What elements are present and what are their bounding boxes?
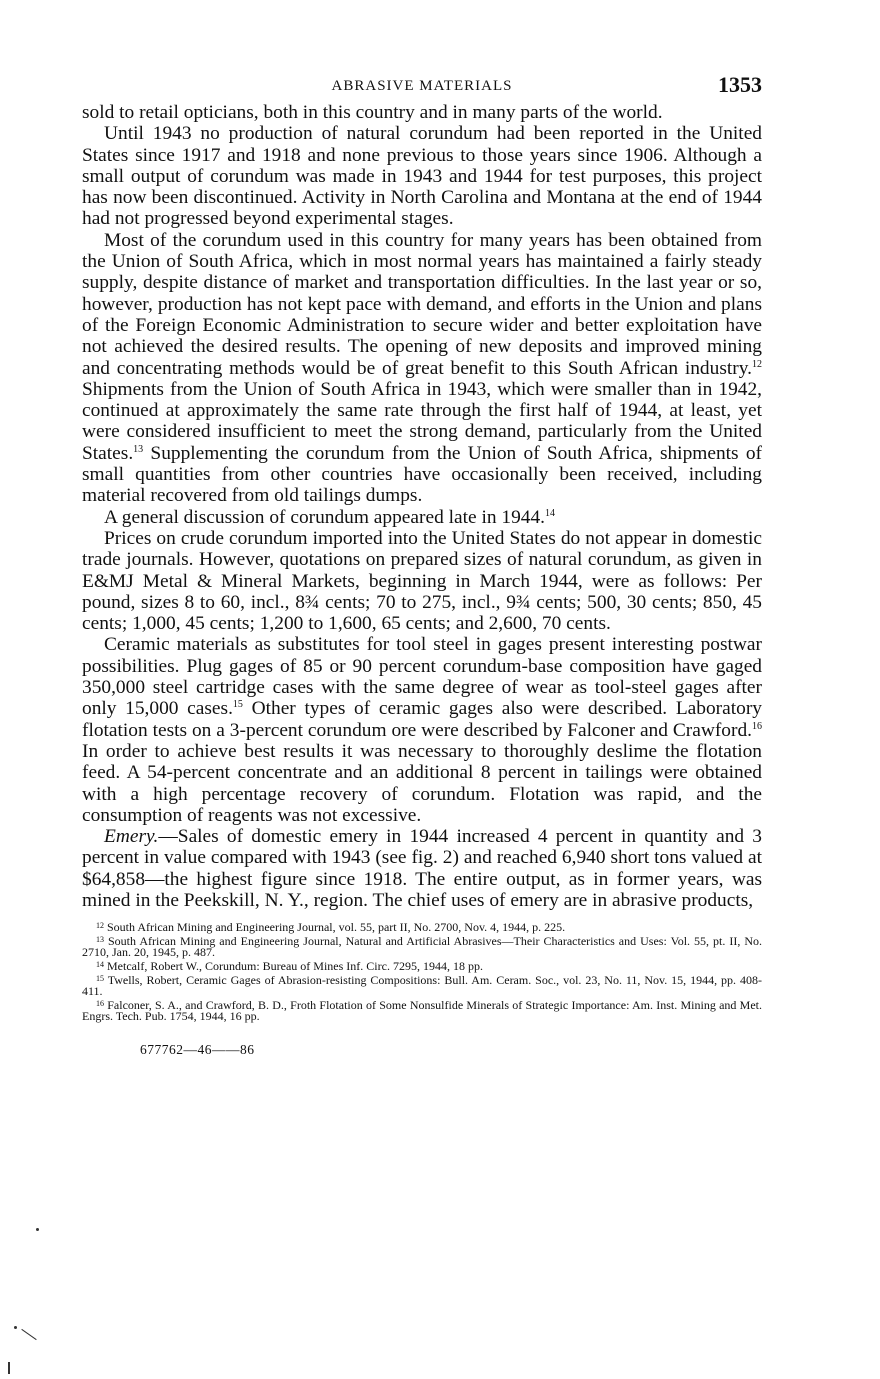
footnote-number: 12 [96,921,104,931]
page [82,68,762,1058]
footnote-text: South African Mining and Engineering Journal, Natural and Artificial Abrasives—Their Characteristics and Uses: Vol. 55, pt. II, No. 2710, Jan. 20, 1945, p. 487. [82,933,763,960]
body-text [82,102,762,911]
footnote-text: South African Mining and Engineering Journal, vol. 55, part II, No. 2700, Nov. 4, 1944, p. 225. [107,920,566,935]
footnote-ref-16: 16 [752,720,762,732]
running-head: ABRASIVE MATERIALS [331,78,513,94]
scan-line-mark [21,1329,36,1340]
printer-mark: 677762—46——86 [140,1042,255,1058]
paragraph-5: Prices on crude corundum imported into the United States do not appear in domestic trade journals. However, quotations on prepared sizes of natural corundum, as given in E&MJ Metal & Mineral Markets, beginning in March 1944, were as follows: Per pound, sizes 8 to 60, incl., 8¾ cents; 70 to 275, incl., 9¾ cents; 500, 30 cents; 850, 45 cents; 1,000, 45 cents; 1,200 to 1,600, 65 cents; and 2,600, 70 cents. [82,527,762,635]
paragraph-6 [82,634,762,826]
footnote-number: 16 [96,998,104,1008]
scan-speck [14,1326,17,1329]
footnote-ref-15: 15 [232,699,243,711]
footnote-16 [82,998,762,1023]
footnote-ref-14: 14 [545,507,556,519]
paragraph-4 [82,507,762,528]
footnote-14 [82,959,762,973]
footnote-15 [82,973,762,998]
footnote-13 [82,934,762,959]
footnotes [82,920,762,1023]
footnote-text: Twells, Robert, Ceramic Gages of Abrasion-resisting Compositions: Bull. Am. Ceram. Soc., vol. 23, No. 11, Nov. 15, 1944, pp. 408-411. [82,972,762,999]
paragraph-6-cont: Other types of ceramic gages also were described. Laboratory flotation tests on a 3-percent corundum ore were described by Falconer and Crawford. [82,698,762,741]
footnote-number: 14 [96,960,104,970]
footnote-text: Metcalf, Robert W., Corundum: Bureau of Mines Inf. Circ. 7295, 1944, 18 pp. [107,959,483,974]
page-header [82,68,762,102]
scan-speck [8,1362,10,1374]
footnote-12 [82,920,762,934]
scan-speck [36,1228,39,1231]
emery-heading: Emery. [104,826,159,848]
paragraph-3 [82,230,762,507]
footnote-number: 13 [96,934,104,944]
footnote-text: Falconer, S. A., and Crawford, B. D., Froth Flotation of Some Nonsulfide Minerals of Strategic Importance: Am. Inst. Mining and Met. Engrs. Tech. Pub. 1754, 1944, 16 pp. [82,997,762,1024]
paragraph-2: Until 1943 no production of natural corundum had been reported in the United States since 1917 and 1918 and none previous to those years since 1906. Although a small output of corundum was made in 1943 and 1944 for test purposes, this project has now been discontinued. Activity in North Carolina and Montana at the end of 1944 had not progressed beyond experimental stages. [82,123,762,230]
paragraph-6-end: In order to achieve best results it was necessary to thoroughly deslime the flotation feed. A 54-percent concentrate and an additional 8 percent in tailings were obtained with a high percentage recovery of corundum. Flotation was rapid, and the consumption of reagents was not excessive. [82,740,762,826]
paragraph-3-end: Supplementing the corundum from the Union of South Africa, shipments of small quantities from other countries have occasionally been received, including material recovered from old tailings dumps. [82,442,762,507]
paragraph-7 [82,826,762,911]
footnote-ref-13: 13 [133,443,144,455]
paragraph-3-text: Most of the corundum used in this country for many years has been obtained from the Union of South Africa, which in most normal years has maintained a fairly steady supply, despite distance of market and transportation difficulties. In the last year or so, however, production has not kept pace with demand, and efforts in the Union and plans of the Foreign Economic Administration to secure wider and better exploitation have not achieved the desired results. The opening of new deposits and improved mining and concentrating methods would be of great benefit to this South African industry. [82,229,762,379]
paragraph-3-cont: Shipments from the Union of South Africa in 1943, which were smaller than in 1942, continued at approximately the same rate through the first half of 1944, at least, yet were considered insufficient to meet the strong demand, particularly from the United States. [82,378,762,464]
paragraph-4-text: A general discussion of corundum appeared late in 1944. [104,506,546,528]
paragraph-6-text: Ceramic materials as substitutes for tool steel in gages present interesting postwar possibilities. Plug gages of 85 or 90 percent corundum-base composition have gaged 350,000 steel cartridge cases with the same degree of wear as tool-steel gages after only 15,000 cases. [82,634,762,720]
paragraph-7-text: —Sales of domestic emery in 1944 increased 4 percent in quantity and 3 percent in value compared with 1943 (see fig. 2) and reached 6,940 short tons valued at $64,858—the highest figure since 1918. The entire output, as in former years, was mined in the Peekskill, N. Y., region. The chief uses of emery are in abrasive products, [82,826,762,911]
footnote-number: 15 [96,973,104,983]
page-number: 1353 [718,72,762,97]
footnote-ref-12: 12 [752,358,762,370]
paragraph-1: sold to retail opticians, both in this country and in many parts of the world. [82,102,663,123]
